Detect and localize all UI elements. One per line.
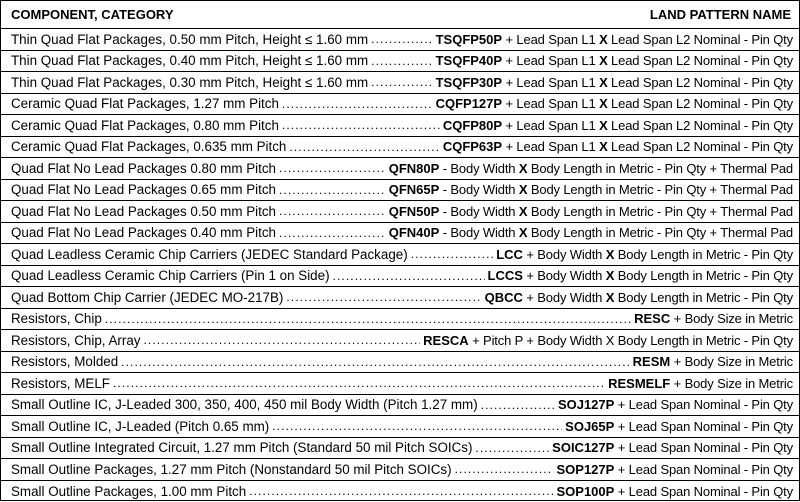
component-category: Small Outline IC, J-Leaded 300, 350, 400, 450 mil Body Width (Pitch 1.27 mm) (11, 397, 478, 412)
pattern-description-suffix: Lead Span L2 Nominal - Pin Qty (608, 118, 793, 133)
pattern-code: CQFP63P (443, 139, 502, 154)
component-category: Ceramic Quad Flat Packages, 1.27 mm Pitch (11, 96, 279, 111)
component-category: Small Outline Integrated Circuit, 1.27 mm Pitch (Standard 50 mil Pitch SOICs) (11, 440, 472, 455)
land-pattern-name (634, 311, 793, 326)
pattern-code: RESCA (423, 333, 469, 348)
component-category: Resistors, MELF (11, 376, 110, 391)
land-pattern-name (485, 290, 793, 305)
pattern-description-suffix: Lead Span L2 Nominal - Pin Qty (608, 139, 793, 154)
component-category: Quad Leadless Ceramic Chip Carriers (Pin 1 on Side) (11, 268, 330, 283)
pattern-description: + Lead Span L1 (502, 96, 599, 111)
pattern-description-suffix: Body Length in Metric - Pin Qty (614, 268, 793, 283)
dot-leader (279, 227, 386, 239)
dot-leader (289, 141, 439, 153)
dot-leader (475, 442, 549, 454)
pattern-code: CQFP127P (436, 96, 502, 111)
pattern-description: - Body Width (439, 182, 519, 197)
table-row (1, 309, 799, 331)
pattern-description-suffix: Body Length in Metric - Pin Qty + Thermal Pad (527, 161, 793, 176)
pattern-description: - Body Width (439, 204, 519, 219)
dot-leader (282, 119, 440, 131)
dot-leader (113, 377, 605, 389)
table-row (1, 481, 799, 502)
table-row (1, 287, 799, 309)
table-row (1, 51, 799, 73)
dot-leader (272, 420, 562, 432)
dot-leader (455, 463, 554, 475)
land-pattern-name (565, 419, 793, 434)
pattern-description-suffix: Body Length in Metric - Pin Qty + Thermal Pad (527, 182, 793, 197)
table-row (1, 94, 799, 116)
by-separator: X (599, 139, 608, 154)
pattern-description: + Lead Span Nominal - Pin Qty (614, 462, 793, 477)
dot-leader (282, 98, 433, 110)
pattern-code: LCC (496, 247, 523, 262)
table-row (1, 266, 799, 288)
component-category: Quad Flat No Lead Packages 0.50 mm Pitch (11, 204, 276, 219)
by-separator: X (606, 247, 615, 262)
pattern-code: SOJ127P (558, 397, 614, 412)
component-category: Ceramic Quad Flat Packages, 0.635 mm Pitch (11, 139, 286, 154)
land-pattern-name (496, 247, 793, 262)
pattern-description-suffix: Lead Span L2 Nominal - Pin Qty (608, 96, 793, 111)
pattern-code: RESM (633, 354, 671, 369)
table-row (1, 373, 799, 395)
dot-leader (121, 356, 629, 368)
pattern-code: LCCS (488, 268, 523, 283)
dot-leader (279, 184, 386, 196)
pattern-description: + Body Width (523, 268, 606, 283)
pattern-description: + Lead Span L1 (502, 53, 599, 68)
pattern-description: + Body Size in Metric (670, 354, 793, 369)
component-category: Quad Leadless Ceramic Chip Carriers (JEDEC Standard Package) (11, 247, 408, 262)
pattern-code: CQFP80P (443, 118, 502, 133)
by-separator: X (519, 225, 528, 240)
pattern-description-suffix: Body Length in Metric - Pin Qty + Thermal Pad (527, 204, 793, 219)
dot-leader (371, 55, 432, 67)
component-category: Resistors, Chip, Array (11, 333, 140, 348)
land-pattern-name (423, 333, 793, 348)
land-pattern-name (633, 354, 793, 369)
dot-leader (279, 162, 386, 174)
column-header-land-pattern: LAND PATTERN NAME (650, 7, 791, 22)
land-pattern-name (556, 484, 793, 499)
land-pattern-name (552, 440, 793, 455)
pattern-description: - Body Width (439, 225, 519, 240)
pattern-description-suffix: Lead Span L2 Nominal - Pin Qty (608, 75, 793, 90)
by-separator: X (599, 75, 608, 90)
dot-leader (279, 205, 386, 217)
pattern-description: + Lead Span L1 (502, 118, 599, 133)
table-row (1, 223, 799, 245)
by-separator: X (519, 204, 528, 219)
land-pattern-name (389, 161, 793, 176)
component-category: Small Outline IC, J-Leaded (Pitch 0.65 mm) (11, 419, 269, 434)
component-category: Resistors, Chip (11, 311, 102, 326)
land-pattern-name (443, 118, 793, 133)
table-row (1, 459, 799, 481)
by-separator: X (606, 268, 615, 283)
pattern-description: + Body Size in Metric (670, 376, 793, 391)
component-category: Quad Flat No Lead Packages 0.40 mm Pitch (11, 225, 276, 240)
table-body (1, 29, 799, 502)
pattern-code: TSQFP40P (436, 53, 502, 68)
pattern-description-suffix: Body Length in Metric - Pin Qty (614, 290, 793, 305)
dot-leader (286, 291, 481, 303)
dot-leader (105, 313, 631, 325)
component-category: Thin Quad Flat Packages, 0.30 mm Pitch, Height ≤ 1.60 mm (11, 75, 368, 90)
table-header (1, 1, 799, 29)
column-header-component: COMPONENT, CATEGORY (11, 7, 174, 22)
table-row (1, 72, 799, 94)
land-pattern-name (389, 182, 793, 197)
pattern-description-suffix: Body Length in Metric - Pin Qty (614, 247, 793, 262)
land-pattern-name (608, 376, 793, 391)
pattern-description: + Lead Span Nominal - Pin Qty (614, 484, 793, 499)
component-category: Ceramic Quad Flat Packages, 0.80 mm Pitch (11, 118, 279, 133)
component-category: Thin Quad Flat Packages, 0.50 mm Pitch, Height ≤ 1.60 mm (11, 32, 368, 47)
pattern-description: + Body Width (523, 290, 606, 305)
table-row (1, 201, 799, 223)
pattern-description: + Body Width (523, 247, 606, 262)
component-category: Quad Bottom Chip Carrier (JEDEC MO-217B) (11, 290, 283, 305)
by-separator: X (606, 290, 615, 305)
pattern-description-suffix: Body Length in Metric - Pin Qty + Thermal Pad (527, 225, 793, 240)
by-separator: X (599, 53, 608, 68)
table-row (1, 158, 799, 180)
pattern-code: QFN80P (389, 161, 440, 176)
land-pattern-name (389, 204, 793, 219)
dot-leader (371, 33, 432, 45)
table-row (1, 137, 799, 159)
table-row (1, 115, 799, 137)
land-pattern-name (556, 462, 793, 477)
pattern-description: + Lead Span L1 (502, 75, 599, 90)
pattern-code: RESC (634, 311, 670, 326)
land-pattern-name (558, 397, 793, 412)
by-separator: X (599, 96, 608, 111)
pattern-code: QFN40P (389, 225, 440, 240)
pattern-code: RESMELF (608, 376, 670, 391)
pattern-code: QFN50P (389, 204, 440, 219)
component-category: Quad Flat No Lead Packages 0.80 mm Pitch (11, 161, 276, 176)
pattern-code: SOIC127P (552, 440, 614, 455)
dot-leader (143, 334, 420, 346)
table-row (1, 438, 799, 460)
dot-leader (481, 399, 555, 411)
pattern-code: SOP100P (556, 484, 614, 499)
land-pattern-name (443, 139, 793, 154)
pattern-description: + Lead Span L1 (502, 32, 599, 47)
pattern-code: TSQFP50P (436, 32, 502, 47)
land-pattern-name (436, 53, 793, 68)
component-category: Resistors, Molded (11, 354, 118, 369)
pattern-code: QFN65P (389, 182, 440, 197)
component-category: Small Outline Packages, 1.27 mm Pitch (Nonstandard 50 mil Pitch SOICs) (11, 462, 452, 477)
pattern-description: + Lead Span Nominal - Pin Qty (614, 440, 793, 455)
table-row (1, 330, 799, 352)
dot-leader (249, 485, 553, 497)
pattern-code: SOP127P (556, 462, 614, 477)
pattern-description: + Pitch P + Body Width X Body Length in Metric - Pin Qty (469, 333, 793, 348)
table-row (1, 352, 799, 374)
by-separator: X (599, 118, 608, 133)
land-pattern-name (488, 268, 793, 283)
component-category: Small Outline Packages, 1.00 mm Pitch (11, 484, 246, 499)
dot-leader (411, 248, 494, 260)
pattern-code: QBCC (485, 290, 523, 305)
land-pattern-name (436, 75, 793, 90)
pattern-description: + Body Size in Metric (670, 311, 793, 326)
pattern-code: TSQFP30P (436, 75, 502, 90)
table-row (1, 180, 799, 202)
component-category: Quad Flat No Lead Packages 0.65 mm Pitch (11, 182, 276, 197)
land-pattern-name (436, 32, 793, 47)
land-pattern-name (389, 225, 793, 240)
component-category: Thin Quad Flat Packages, 0.40 mm Pitch, Height ≤ 1.60 mm (11, 53, 368, 68)
pattern-description: + Lead Span Nominal - Pin Qty (614, 397, 793, 412)
table-row (1, 244, 799, 266)
by-separator: X (519, 161, 528, 176)
table-row (1, 416, 799, 438)
pattern-description: + Lead Span Nominal - Pin Qty (614, 419, 793, 434)
pattern-description: + Lead Span L1 (502, 139, 599, 154)
dot-leader (333, 270, 485, 282)
pattern-description-suffix: Lead Span L2 Nominal - Pin Qty (608, 53, 793, 68)
pattern-description-suffix: Lead Span L2 Nominal - Pin Qty (608, 32, 793, 47)
table-row (1, 29, 799, 51)
by-separator: X (519, 182, 528, 197)
pattern-description: - Body Width (439, 161, 519, 176)
table-row (1, 395, 799, 417)
land-pattern-name (436, 96, 793, 111)
dot-leader (371, 76, 432, 88)
by-separator: X (599, 32, 608, 47)
pattern-code: SOJ65P (565, 419, 614, 434)
